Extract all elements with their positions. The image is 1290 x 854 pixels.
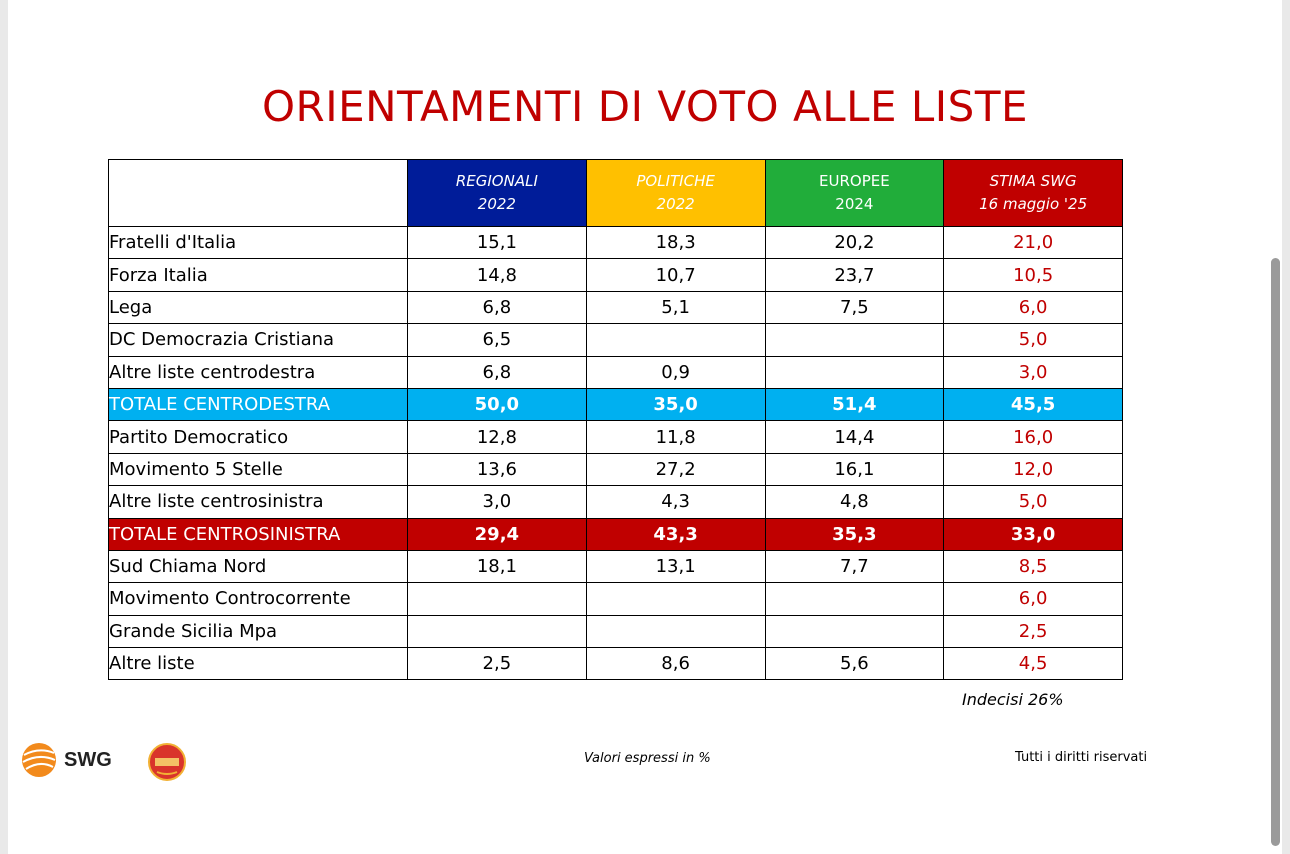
cell-stima: 5,0	[944, 324, 1123, 356]
cell-regionali: 14,8	[408, 259, 587, 291]
row-label: Movimento Controcorrente	[109, 583, 408, 615]
row-label: DC Democrazia Cristiana	[109, 324, 408, 356]
cell-politiche: 27,2	[586, 453, 765, 485]
cell-politiche: 18,3	[586, 227, 765, 259]
table-row	[109, 615, 1123, 647]
cell-regionali: 13,6	[408, 453, 587, 485]
row-label: TOTALE CENTRODESTRA	[109, 388, 408, 420]
header-regionali	[408, 160, 587, 227]
cell-regionali: 3,0	[408, 486, 587, 518]
header-europee	[765, 160, 944, 227]
vertical-scrollbar[interactable]	[1271, 258, 1280, 846]
cell-regionali: 6,5	[408, 324, 587, 356]
header-stima-name: STIMA SWG	[989, 172, 1077, 190]
row-label: Lega	[109, 291, 408, 323]
cell-regionali: 6,8	[408, 291, 587, 323]
cell-regionali: 29,4	[408, 518, 587, 550]
cell-politiche	[586, 324, 765, 356]
row-label: TOTALE CENTROSINISTRA	[109, 518, 408, 550]
header-politiche-name: POLITICHE	[636, 172, 715, 190]
cell-regionali: 15,1	[408, 227, 587, 259]
total-row-cd	[109, 388, 1123, 420]
table-row	[109, 356, 1123, 388]
cell-europee: 7,5	[765, 291, 944, 323]
cell-europee	[765, 356, 944, 388]
header-politiche-sub: 2022	[656, 195, 695, 213]
swg-globe-icon	[20, 741, 58, 779]
table-row	[109, 259, 1123, 291]
cell-politiche: 13,1	[586, 550, 765, 582]
row-label: Forza Italia	[109, 259, 408, 291]
cell-politiche: 5,1	[586, 291, 765, 323]
header-stima	[944, 160, 1123, 227]
row-label: Altre liste	[109, 648, 408, 680]
table-row	[109, 486, 1123, 518]
cell-stima: 6,0	[944, 583, 1123, 615]
row-label: Partito Democratico	[109, 421, 408, 453]
table-row	[109, 648, 1123, 680]
cell-europee	[765, 583, 944, 615]
cell-politiche	[586, 615, 765, 647]
cell-europee: 35,3	[765, 518, 944, 550]
row-label: Sud Chiama Nord	[109, 550, 408, 582]
controcorrente-logo-icon	[147, 742, 187, 782]
cell-stima: 12,0	[944, 453, 1123, 485]
cell-politiche: 0,9	[586, 356, 765, 388]
swg-logo-text: SWG	[64, 748, 112, 771]
cell-regionali: 2,5	[408, 648, 587, 680]
cell-europee: 16,1	[765, 453, 944, 485]
row-label: Grande Sicilia Mpa	[109, 615, 408, 647]
header-regionali-sub: 2022	[477, 195, 516, 213]
cell-regionali	[408, 583, 587, 615]
table-row	[109, 453, 1123, 485]
cell-stima: 21,0	[944, 227, 1123, 259]
cell-regionali: 6,8	[408, 356, 587, 388]
header-politiche	[586, 160, 765, 227]
row-label: Movimento 5 Stelle	[109, 453, 408, 485]
cell-politiche: 35,0	[586, 388, 765, 420]
cell-regionali: 12,8	[408, 421, 587, 453]
table-row	[109, 227, 1123, 259]
header-regionali-name: REGIONALI	[455, 172, 538, 190]
cell-regionali: 18,1	[408, 550, 587, 582]
cell-stima: 6,0	[944, 291, 1123, 323]
header-europee-name: EUROPEE	[819, 172, 890, 190]
cell-europee: 5,6	[765, 648, 944, 680]
cell-europee: 4,8	[765, 486, 944, 518]
swg-logo	[20, 741, 112, 779]
cell-regionali: 50,0	[408, 388, 587, 420]
rights-note: Tutti i diritti riservati	[1015, 750, 1148, 765]
cell-politiche	[586, 583, 765, 615]
cell-stima: 10,5	[944, 259, 1123, 291]
header-europee-sub: 2024	[835, 195, 874, 213]
cell-stima: 45,5	[944, 388, 1123, 420]
cell-stima: 16,0	[944, 421, 1123, 453]
cell-europee	[765, 324, 944, 356]
table-row	[109, 421, 1123, 453]
values-note: Valori espressi in %	[584, 751, 711, 766]
cell-stima: 4,5	[944, 648, 1123, 680]
cell-politiche: 10,7	[586, 259, 765, 291]
cell-europee: 7,7	[765, 550, 944, 582]
header-empty	[109, 160, 408, 227]
cell-stima: 5,0	[944, 486, 1123, 518]
table-row	[109, 324, 1123, 356]
row-label: Altre liste centrodestra	[109, 356, 408, 388]
cell-politiche: 8,6	[586, 648, 765, 680]
table-row	[109, 583, 1123, 615]
table-row	[109, 291, 1123, 323]
cell-politiche: 11,8	[586, 421, 765, 453]
cell-europee: 23,7	[765, 259, 944, 291]
cell-stima: 2,5	[944, 615, 1123, 647]
table-row	[109, 550, 1123, 582]
row-label: Fratelli d'Italia	[109, 227, 408, 259]
cell-europee: 51,4	[765, 388, 944, 420]
header-stima-sub: 16 maggio '25	[979, 195, 1088, 213]
indecisi-note: Indecisi 26%	[962, 690, 1064, 709]
controcorrente-logo	[147, 742, 187, 787]
cell-europee: 20,2	[765, 227, 944, 259]
chart-title: ORIENTAMENTI DI VOTO ALLE LISTE	[261, 82, 1029, 131]
cell-stima: 33,0	[944, 518, 1123, 550]
cell-politiche: 4,3	[586, 486, 765, 518]
results-table	[108, 159, 1123, 680]
cell-europee	[765, 615, 944, 647]
cell-politiche: 43,3	[586, 518, 765, 550]
row-label: Altre liste centrosinistra	[109, 486, 408, 518]
cell-stima: 8,5	[944, 550, 1123, 582]
cell-stima: 3,0	[944, 356, 1123, 388]
header-row	[109, 160, 1123, 227]
total-row-cs	[109, 518, 1123, 550]
cell-europee: 14,4	[765, 421, 944, 453]
cell-regionali	[408, 615, 587, 647]
